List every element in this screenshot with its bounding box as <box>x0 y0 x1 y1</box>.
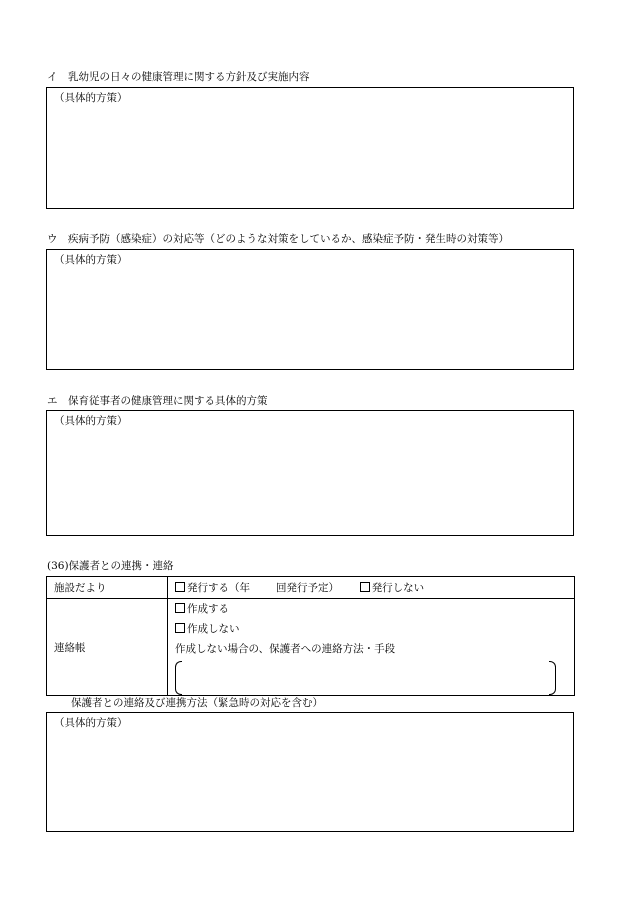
notebook-method-prompt: 作成しない場合の、保護者への連絡方法・手段 <box>175 643 396 655</box>
newsletter-option-issue[interactable] <box>175 582 342 594</box>
notebook-options <box>168 599 575 696</box>
bracket-right-icon <box>549 661 556 695</box>
notebook-label: 連絡帳 <box>47 599 168 696</box>
notebook-option-create[interactable] <box>175 599 574 619</box>
section-i-heading: イ 乳幼児の日々の健康管理に関する方針及び実施内容 <box>47 71 310 83</box>
notebook-row <box>47 599 575 696</box>
notebook-option-no-create-label: 作成しない <box>187 623 240 635</box>
contact-section-heading: (36)保護者との連携・連絡 <box>47 560 174 572</box>
section-e-textarea[interactable] <box>46 410 574 536</box>
notebook-method-field[interactable] <box>175 661 556 695</box>
section-u-box-label: （具体的方策） <box>54 254 128 266</box>
notebook-option-no-create[interactable] <box>175 619 574 639</box>
checkbox-icon[interactable] <box>175 603 185 613</box>
newsletter-options <box>168 577 575 599</box>
section-u-heading: ウ 疾病予防（感染症）の対応等（どのような対策をしているか、感染症予防・発生時の対策等） <box>47 233 509 245</box>
section-u-textarea[interactable] <box>46 249 574 370</box>
newsletter-label: 施設だより <box>47 577 168 599</box>
checkbox-icon[interactable] <box>175 582 185 592</box>
bracket-left-icon <box>175 661 182 695</box>
checkbox-icon[interactable] <box>175 623 185 633</box>
notebook-option-create-label: 作成する <box>187 603 229 615</box>
newsletter-option-issue-prefix: 発行する（年 <box>187 581 250 594</box>
contact-table <box>46 576 575 696</box>
newsletter-option-no-issue-label: 発行しない <box>371 581 425 594</box>
section-i-box-label: （具体的方策） <box>54 92 128 104</box>
section-e-heading: エ 保育従事者の健康管理に関する具体的方策 <box>47 395 268 407</box>
section-i-textarea[interactable] <box>46 87 574 209</box>
contact-method-textarea[interactable] <box>46 712 574 832</box>
newsletter-option-issue-suffix: 回発行予定） <box>276 581 339 594</box>
contact-method-heading: 保護者との連絡及び連携方法（緊急時の対応を含む） <box>71 697 323 709</box>
checkbox-icon[interactable] <box>360 582 370 592</box>
newsletter-row <box>47 577 575 599</box>
section-e-box-label: （具体的方策） <box>54 415 128 427</box>
contact-method-box-label: （具体的方策） <box>54 717 128 729</box>
newsletter-option-no-issue[interactable] <box>360 582 425 594</box>
